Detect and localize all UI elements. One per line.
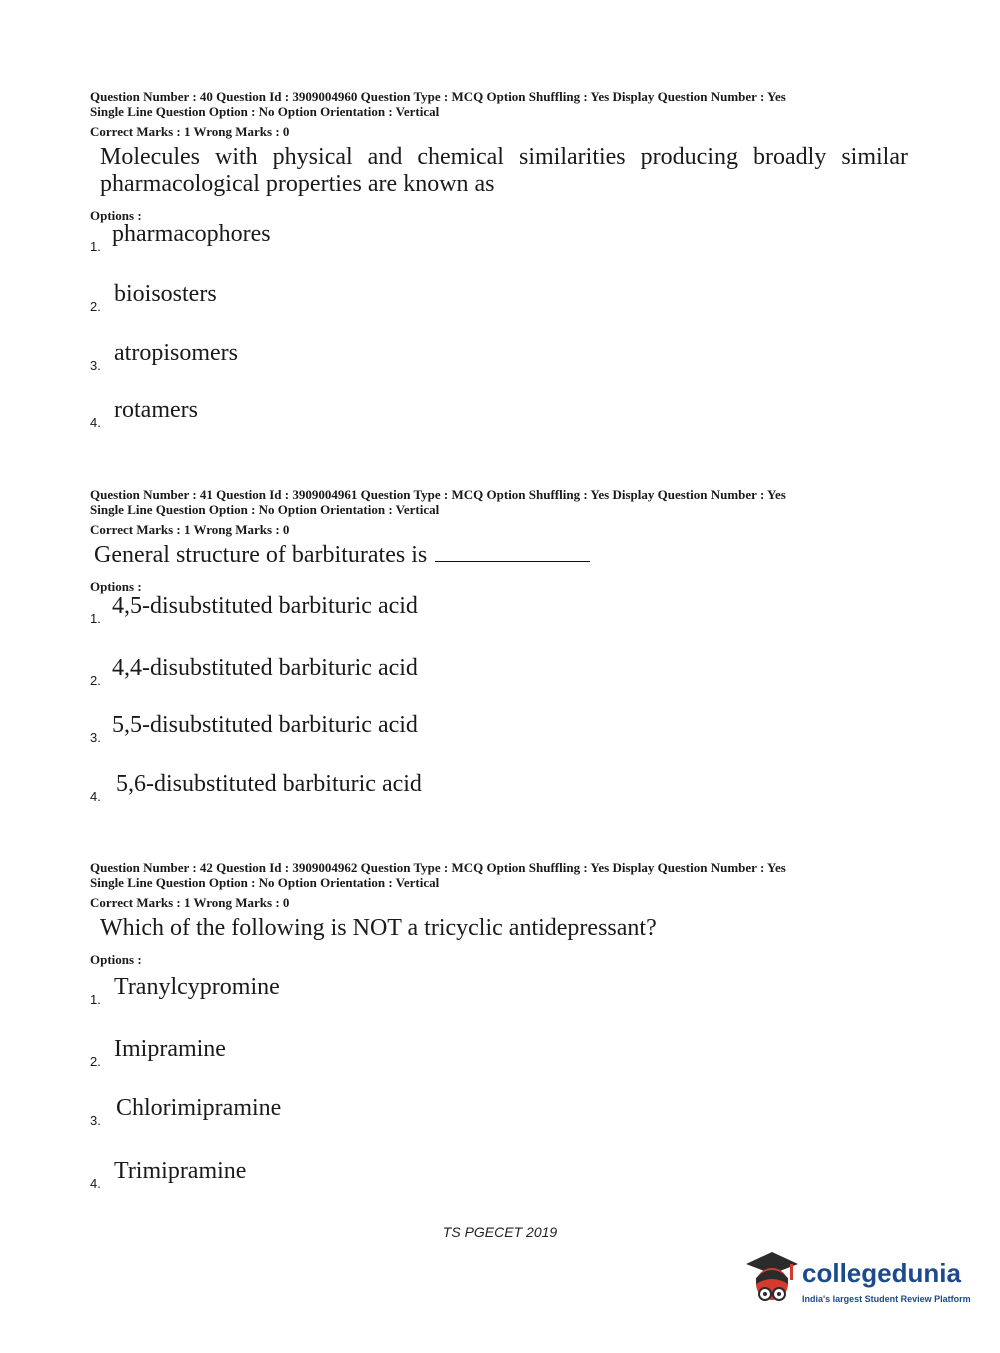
option-4[interactable] [90,397,198,430]
option-text: Trimipramine [114,1158,247,1184]
marks-line: Correct Marks : 1 Wrong Marks : 0 [90,895,290,910]
meta-line-1: Question Number : 40 Question Id : 3909004960 Question Type : MCQ Option Shuffling : Yes Display Question Number : Yes [90,89,786,104]
logo-tagline: India's largest Student Review Platform [802,1294,971,1304]
logo-wordmark: collegedunia [802,1258,961,1288]
option-number: 4. [90,1176,101,1191]
options-label: Options : [90,208,142,223]
question-40 [90,89,920,439]
option-4[interactable] [90,771,422,804]
option-number: 3. [90,358,101,373]
option-number: 1. [90,611,101,626]
option-number: 2. [90,299,101,314]
option-3[interactable] [90,712,418,745]
question-meta [90,487,920,517]
option-3[interactable] [90,1095,282,1128]
option-2[interactable] [90,1036,226,1069]
option-number: 4. [90,415,101,430]
collegedunia-logo [742,1248,972,1318]
option-number: 1. [90,239,101,254]
option-3[interactable] [90,340,238,373]
question-text: Molecules with physical and chemical similarities producing broadly similar pharmacological properties are known as [100,144,908,197]
meta-line-1: Question Number : 41 Question Id : 3909004961 Question Type : MCQ Option Shuffling : Yes Display Question Number : Yes [90,487,786,502]
options-label: Options : [90,579,142,594]
option-text: atropisomers [114,340,238,366]
marks-line: Correct Marks : 1 Wrong Marks : 0 [90,522,290,537]
option-text: Imipramine [114,1036,226,1062]
mascot-icon [742,1248,802,1318]
question-41 [90,487,920,817]
question-meta [90,860,920,890]
option-number: 2. [90,1054,101,1069]
option-number: 4. [90,789,101,804]
answer-blank [435,543,590,562]
option-text: 5,5-disubstituted barbituric acid [112,712,418,738]
option-number: 1. [90,992,101,1007]
option-text: 5,6-disubstituted barbituric acid [116,771,422,797]
option-number: 3. [90,1113,101,1128]
option-text: bioisosters [114,281,217,307]
question-meta [90,89,920,119]
question-text [94,542,920,569]
option-text: 4,5-disubstituted barbituric acid [112,593,418,619]
option-text: rotamers [114,397,198,423]
option-number: 2. [90,673,101,688]
option-2[interactable] [90,281,217,314]
meta-line-2: Single Line Question Option : No Option Orientation : Vertical [90,875,440,890]
meta-line-2: Single Line Question Option : No Option Orientation : Vertical [90,502,440,517]
question-text: Which of the following is NOT a tricyclic antidepressant? [100,915,657,941]
option-number: 3. [90,730,101,745]
meta-line-1: Question Number : 42 Question Id : 3909004962 Question Type : MCQ Option Shuffling : Yes Display Question Number : Yes [90,860,786,875]
option-text: 4,4-disubstituted barbituric acid [112,655,418,681]
footer-exam-name: TS PGECET 2019 [442,1224,558,1240]
option-1[interactable] [90,593,418,626]
option-text: Tranylcypromine [114,974,280,1000]
options-label: Options : [90,952,142,967]
meta-line-2: Single Line Question Option : No Option Orientation : Vertical [90,104,440,119]
option-4[interactable] [90,1158,247,1191]
question-42 [90,860,920,1200]
option-1[interactable] [90,221,271,254]
option-text: Chlorimipramine [116,1095,282,1121]
option-text: pharmacophores [112,221,271,247]
marks-line: Correct Marks : 1 Wrong Marks : 0 [90,124,290,139]
question-text-content: General structure of barbiturates is [94,542,428,568]
option-2[interactable] [90,655,418,688]
option-1[interactable] [90,974,280,1007]
